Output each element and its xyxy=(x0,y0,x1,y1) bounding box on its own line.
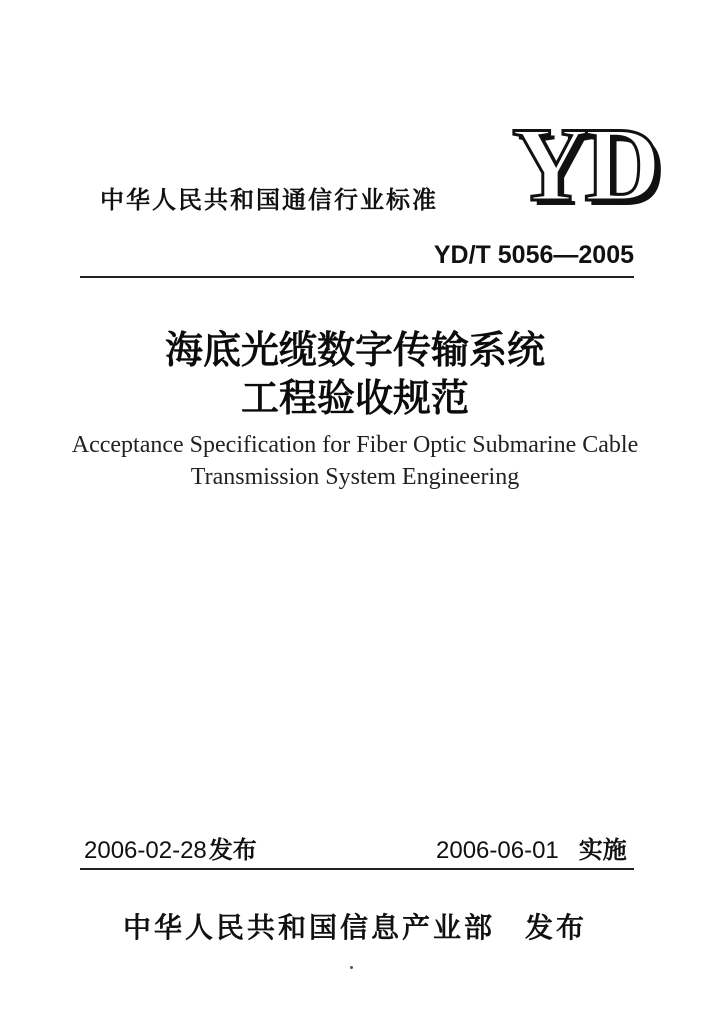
issue-label: 发布 xyxy=(208,836,257,864)
bottom-divider xyxy=(80,868,634,870)
effective-date: 2006-06-01 xyxy=(436,837,559,864)
publisher-action: 发布 xyxy=(525,911,588,944)
title-en-line2: Transmission System Engineering xyxy=(190,464,520,490)
standard-code: YD/T 5056—2005 xyxy=(433,241,634,269)
standard-category: 中华人民共和国通信行业标准 xyxy=(100,186,438,214)
publisher-line xyxy=(0,908,710,948)
top-divider xyxy=(80,276,634,278)
yd-logo: YD xyxy=(512,106,658,223)
issue-date: 2006-02-28 xyxy=(84,837,207,864)
issue-date-block xyxy=(84,832,257,869)
effective-label: 实施 xyxy=(578,836,627,864)
effective-date-block xyxy=(436,832,627,869)
page-mark xyxy=(350,966,353,969)
publisher-name: 中华人民共和国信息产业部 xyxy=(122,911,495,944)
title-zh-line2: 工程验收规范 xyxy=(240,375,469,420)
title-en-line1: Acceptance Specification for Fiber Optic Submarine Cable xyxy=(71,432,639,458)
title-zh-line1: 海底光缆数字传输系统 xyxy=(164,327,545,372)
